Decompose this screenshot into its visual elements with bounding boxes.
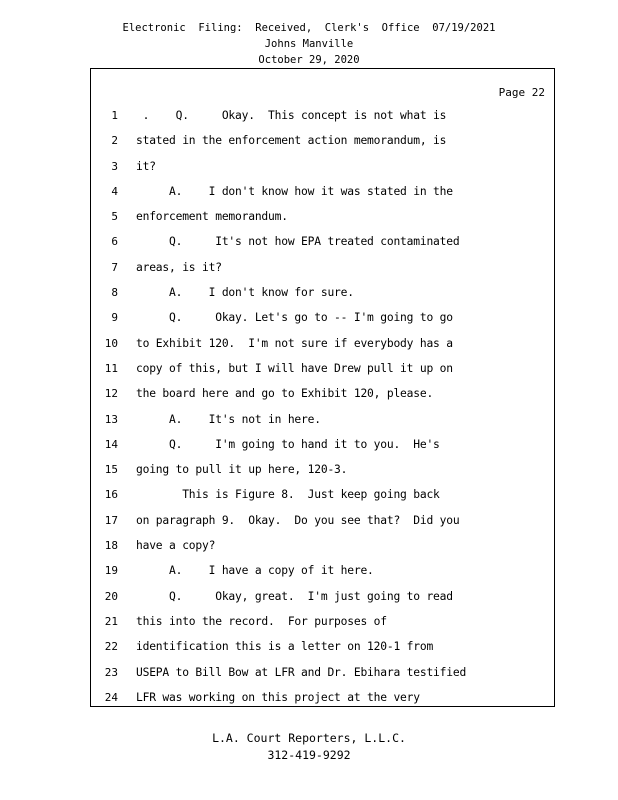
- transcript-line: [91, 640, 554, 665]
- transcript-line: [91, 539, 554, 564]
- line-text: A. I don't know for sure.: [136, 286, 354, 300]
- line-number: 2: [111, 134, 118, 148]
- filing-stamp-line: Electronic Filing: Received, Clerk's Office 07/19/2021: [122, 22, 496, 34]
- line-number: 24: [104, 690, 118, 704]
- line-number: 7: [111, 260, 118, 274]
- line-number: 11: [104, 361, 118, 375]
- deposition-date-line: October 29, 2020: [258, 54, 360, 66]
- transcript-line: [91, 463, 554, 488]
- transcript-line: [91, 514, 554, 539]
- transcript-line: [91, 413, 554, 438]
- line-number: 8: [111, 286, 118, 300]
- line-text: stated in the enforcement action memorandum, is: [136, 134, 447, 148]
- line-number: 23: [104, 665, 118, 679]
- line-text: Q. It's not how EPA treated contaminated: [136, 235, 460, 249]
- line-text: . Q. Okay. This concept is not what is: [136, 109, 447, 122]
- transcript-line: [91, 362, 554, 387]
- line-number: 5: [111, 210, 118, 224]
- transcript-line: [91, 210, 554, 235]
- line-text: Q. I'm going to hand it to you. He's: [136, 437, 440, 451]
- line-number: 12: [104, 387, 118, 401]
- filing-header: [0, 0, 618, 68]
- transcript-line: [91, 590, 554, 615]
- transcript-line: [91, 615, 554, 640]
- transcript-line: [91, 666, 554, 691]
- transcript-line: [91, 185, 554, 210]
- line-text: it?: [136, 159, 156, 173]
- line-number: 20: [104, 589, 118, 603]
- line-number: 14: [104, 437, 118, 451]
- line-number: 22: [104, 640, 118, 654]
- line-text: A. It's not in here.: [136, 412, 321, 426]
- line-number: 16: [104, 488, 118, 502]
- line-number: 15: [104, 463, 118, 477]
- transcript-line: [91, 109, 554, 134]
- reporter-footer: [0, 730, 618, 764]
- transcript-line: [91, 311, 554, 336]
- transcript-line: [91, 691, 554, 716]
- transcript-line: [91, 235, 554, 260]
- line-text: identification this is a letter on 120-1 from: [136, 640, 434, 654]
- line-text: to Exhibit 120. I'm not sure if everybody has a: [136, 336, 453, 350]
- line-text: going to pull it up here, 120-3.: [136, 463, 348, 477]
- transcript-line: [91, 160, 554, 185]
- transcript-line: [91, 438, 554, 463]
- line-text: Q. Okay. Let's go to -- I'm going to go: [136, 311, 453, 325]
- line-text: have a copy?: [136, 539, 216, 553]
- line-text: this into the record. For purposes of: [136, 614, 387, 628]
- line-text: A. I have a copy of it here.: [136, 564, 374, 578]
- transcript-line: [91, 286, 554, 311]
- line-number: 3: [111, 159, 118, 173]
- line-text: enforcement memorandum.: [136, 210, 288, 224]
- line-number: 21: [104, 614, 118, 628]
- line-number: 4: [111, 184, 118, 198]
- line-text: LFR was working on this project at the very: [136, 690, 420, 704]
- line-text: the board here and go to Exhibit 120, please.: [136, 387, 434, 401]
- line-text: A. I don't know how it was stated in the: [136, 184, 453, 198]
- line-number: 6: [111, 235, 118, 249]
- line-number: 18: [104, 539, 118, 553]
- line-text: on paragraph 9. Okay. Do you see that? Did you: [136, 513, 460, 527]
- line-number: 1: [111, 109, 118, 122]
- transcript-line: [91, 387, 554, 412]
- line-text: areas, is it?: [136, 260, 222, 274]
- reporter-phone: 312-419-9292: [267, 748, 351, 762]
- page-number-label: Page 22: [498, 86, 545, 99]
- line-number: 19: [104, 564, 118, 578]
- case-name-line: Johns Manville: [264, 38, 354, 50]
- line-number: 17: [104, 513, 118, 527]
- line-text: Q. Okay, great. I'm just going to read: [136, 589, 453, 603]
- transcript-line: [91, 564, 554, 589]
- transcript-line: [91, 488, 554, 513]
- line-number: 9: [111, 311, 118, 325]
- reporter-name: L.A. Court Reporters, L.L.C.: [212, 731, 406, 745]
- transcript-line: [91, 337, 554, 362]
- transcript-lines: [91, 109, 554, 716]
- line-text: copy of this, but I will have Drew pull it up on: [136, 361, 453, 375]
- transcript-frame: [90, 68, 555, 707]
- line-number: 13: [104, 412, 118, 426]
- line-text: USEPA to Bill Bow at LFR and Dr. Ebihara testified: [136, 665, 467, 679]
- transcript-line: [91, 134, 554, 159]
- line-text: This is Figure 8. Just keep going back: [136, 488, 440, 502]
- transcript-line: [91, 261, 554, 286]
- line-number: 10: [104, 336, 118, 350]
